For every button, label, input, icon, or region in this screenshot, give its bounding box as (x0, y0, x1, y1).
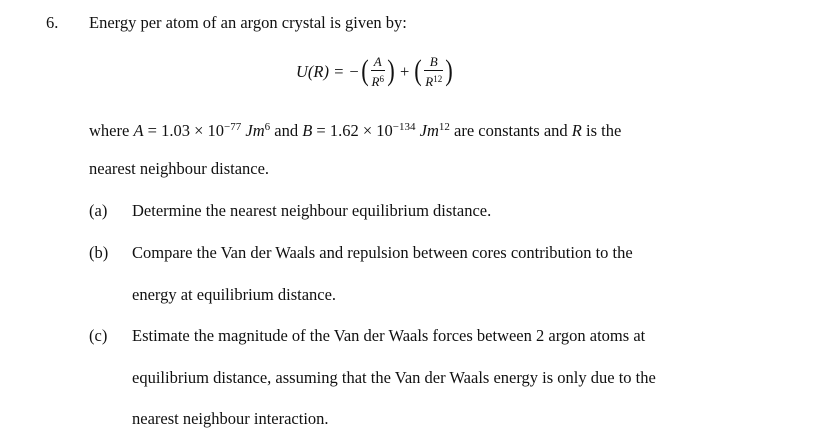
part-c-label: (c) (89, 326, 108, 345)
question-number: 6. (46, 13, 59, 32)
fraction-numerator: A (373, 54, 382, 69)
right-paren: ) (445, 54, 453, 87)
right-paren: ) (387, 54, 395, 87)
equation-lhs: U(R) = − (296, 62, 360, 81)
constants-definition-continued: nearest neighbour distance. (89, 159, 270, 178)
part-c-text: nearest neighbour interaction. (132, 409, 329, 428)
part-b-label: (b) (89, 243, 109, 262)
part-b-text: energy at equilibrium distance. (132, 285, 337, 304)
fraction-b-over-r12 (424, 55, 443, 89)
constants-definition: where $A = 1.03 \times 10^{-77}$ Jm$^6$ and $B = 1.62 \times 10^{-134}$ Jm$^{12}$ are constants and R is the (89, 121, 622, 140)
left-paren: ( (360, 54, 369, 87)
question-intro: Energy per atom of an argon crystal is given by: (89, 13, 407, 32)
fraction-denominator: $R^{12}$ (424, 70, 443, 89)
fraction-numerator: B (429, 54, 438, 69)
left-paren: ( (414, 54, 423, 87)
part-a-label: (a) (89, 201, 108, 220)
part-c-text: equilibrium distance, assuming that the Van der Waals energy is only due to the (132, 368, 656, 387)
energy-equation (296, 52, 454, 92)
fraction-a-over-r6 (371, 55, 385, 89)
fraction-denominator: $R^6$ (371, 70, 385, 89)
part-b-text: Compare the Van der Waals and repulsion between cores contribution to the (132, 243, 633, 262)
plus-operator: + (399, 62, 410, 81)
part-c-text: Estimate the magnitude of the Van der Waals forces between 2 argon atoms at (132, 326, 646, 345)
part-a-text: Determine the nearest neighbour equilibrium distance. (132, 201, 492, 220)
